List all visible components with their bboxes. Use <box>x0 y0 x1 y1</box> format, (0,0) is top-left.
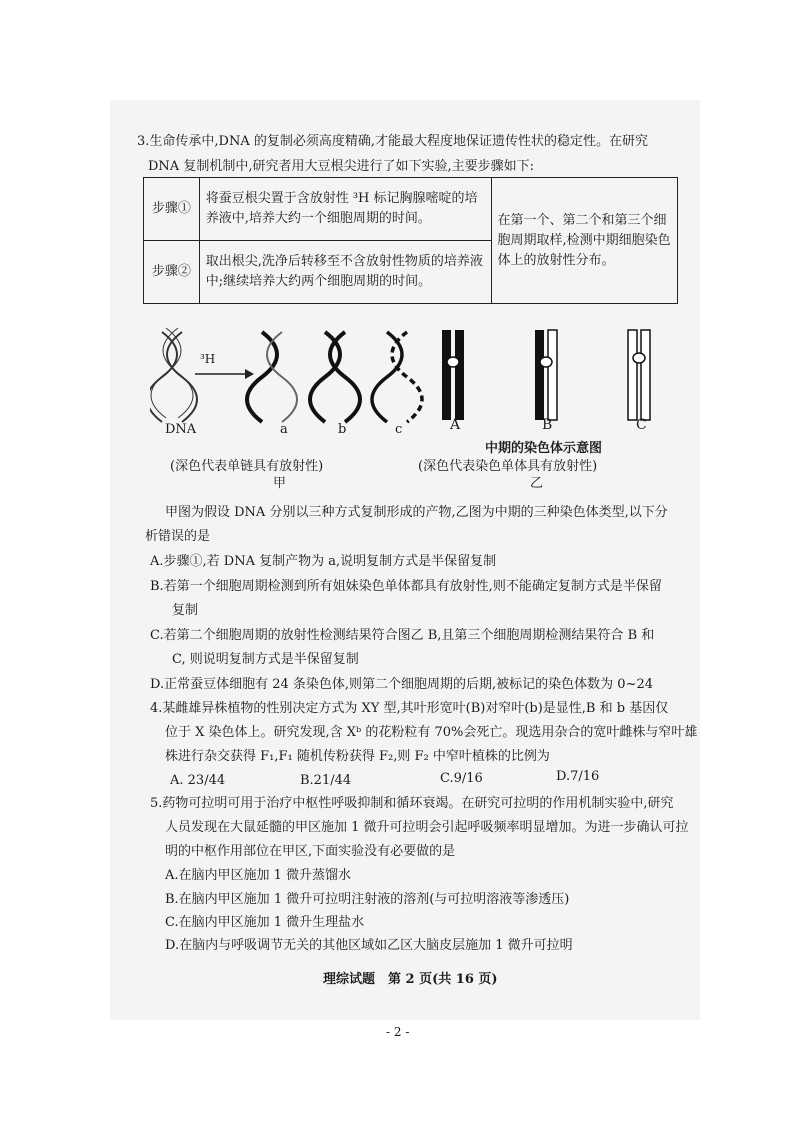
arrow-icon <box>195 369 254 379</box>
dna-helix-c <box>372 332 422 422</box>
q3-option-c-line1: C.若第二个细胞周期的放射性检测结果符合图乙 B,且第三个细胞周期检测结果符合 B 和 <box>150 628 655 643</box>
q3-option-c-line2: C, 则说明复制方式是半保留复制 <box>172 652 359 667</box>
q5-option-d: D.在脑内与呼吸调节无关的其他区域如乙区大脑皮层施加 1 微升可拉明 <box>165 938 573 953</box>
dna-helix-original <box>150 328 197 422</box>
q3-option-b-line1: B.若第一个细胞周期检测到所有姐妹染色单体都具有放射性,则不能确定复制方式是半保留 <box>150 579 662 594</box>
page-number: - 2 - <box>386 1025 410 1039</box>
q4-option-b: B.21/44 <box>300 773 352 788</box>
label-dna: DNA <box>165 422 197 437</box>
label-a: a <box>280 422 288 437</box>
q3-stem-line2: 析错误的是 <box>145 529 211 544</box>
dna-helix-a <box>247 332 297 422</box>
label-jia: 甲 <box>273 476 287 491</box>
q3-stem-line1: 甲图为假设 DNA 分别以三种方式复制形成的产物,乙图为中期的三种染色体类型,以下分 <box>165 505 668 520</box>
q3-line2: DNA 复制机制中,研究者用大豆根尖进行了如下实验,主要步骤如下: <box>148 159 534 174</box>
step2-text: 取出根尖,洗净后转移至不含放射性物质的培养液中;继续培养大约两个细胞周期的时间。 <box>199 241 491 304</box>
step1-text: 将蚕豆根尖置于含放射性 ³H 标记胸腺嘧啶的培养液中,培养大约一个细胞周期的时间。 <box>199 178 491 241</box>
q5-line2: 人员发现在大鼠延髓的甲区施加 1 微升可拉明会引起呼吸频率明显增加。为进一步确认可拉 <box>165 820 689 835</box>
dna-helix-b <box>310 332 360 422</box>
q4-option-d: D.7/16 <box>556 769 600 784</box>
q4-option-a: A. 23/44 <box>170 773 226 788</box>
q3-option-a: A.步骤①,若 DNA 复制产物为 a,说明复制方式是半保留复制 <box>150 554 497 569</box>
label-chrom-c: C <box>636 417 647 433</box>
chromosome-title: 中期的染色体示意图 <box>485 441 603 456</box>
step1-label: 步骤① <box>144 178 200 241</box>
jia-note: (深色代表单链具有放射性) <box>170 459 324 474</box>
q4-line2: 位于 X 染色体上。研究发现,含 Xᵇ 的花粉粒有 70%会死亡。现选用杂合的宽叶雌株与窄叶雄 <box>165 725 698 740</box>
step2-label: 步骤② <box>144 241 200 304</box>
q4-line1: 4.某雌雄异株植物的性别决定方式为 XY 型,其叶形宽叶(B)对窄叶(b)是显性,B 和 b 基因仅 <box>150 701 669 716</box>
chromosome-c <box>628 330 650 420</box>
q5-option-c: C.在脑内甲区施加 1 微升生理盐水 <box>165 915 365 930</box>
q4-line3: 株进行杂交获得 F₁,F₁ 随机传粉获得 F₂,则 F₂ 中窄叶植株的比例为 <box>165 749 550 764</box>
label-chrom-a: A <box>450 417 461 433</box>
page-footer: 理综试题 第 2 页(共 16 页) <box>323 972 498 987</box>
label-yi: 乙 <box>530 476 544 491</box>
q3-option-d: D.正常蚕豆体细胞有 24 条染色体,则第二个细胞周期的后期,被标记的染色体数为 0~24 <box>150 677 654 692</box>
result-text: 在第一个、第二个和第三个细胞周期取样,检测中期细胞染色体上的放射性分布。 <box>491 178 678 304</box>
label-c: c <box>395 422 403 437</box>
chromosome-a <box>442 330 464 420</box>
dna-figure <box>150 322 690 492</box>
q5-line1: 5.药物可拉明可用于治疗中枢性呼吸抑制和循环衰竭。在研究可拉明的作用机制实验中,研究 <box>150 796 674 811</box>
q5-line3: 明的中枢作用部位在甲区,下面实验没有必要做的是 <box>165 844 456 859</box>
q3-line1: 3.生命传承中,DNA 的复制必须高度精确,才能最大程度地保证遗传性状的稳定性。在研究 <box>137 134 648 149</box>
q4-option-c: C.9/16 <box>440 771 483 786</box>
chromosome-b <box>535 330 557 420</box>
q3-option-b-line2: 复制 <box>172 603 199 618</box>
q5-option-b: B.在脑内甲区施加 1 微升可拉明注射液的溶剂(与可拉明溶液等渗透压) <box>165 892 570 907</box>
label-b: b <box>338 422 347 437</box>
yi-note: (深色代表染色单体具有放射性) <box>418 459 598 474</box>
label-chrom-b: B <box>542 417 553 433</box>
label-3h: ³H <box>200 352 216 366</box>
steps-table <box>143 177 678 304</box>
q5-option-a: A.在脑内甲区施加 1 微升蒸馏水 <box>165 868 352 883</box>
